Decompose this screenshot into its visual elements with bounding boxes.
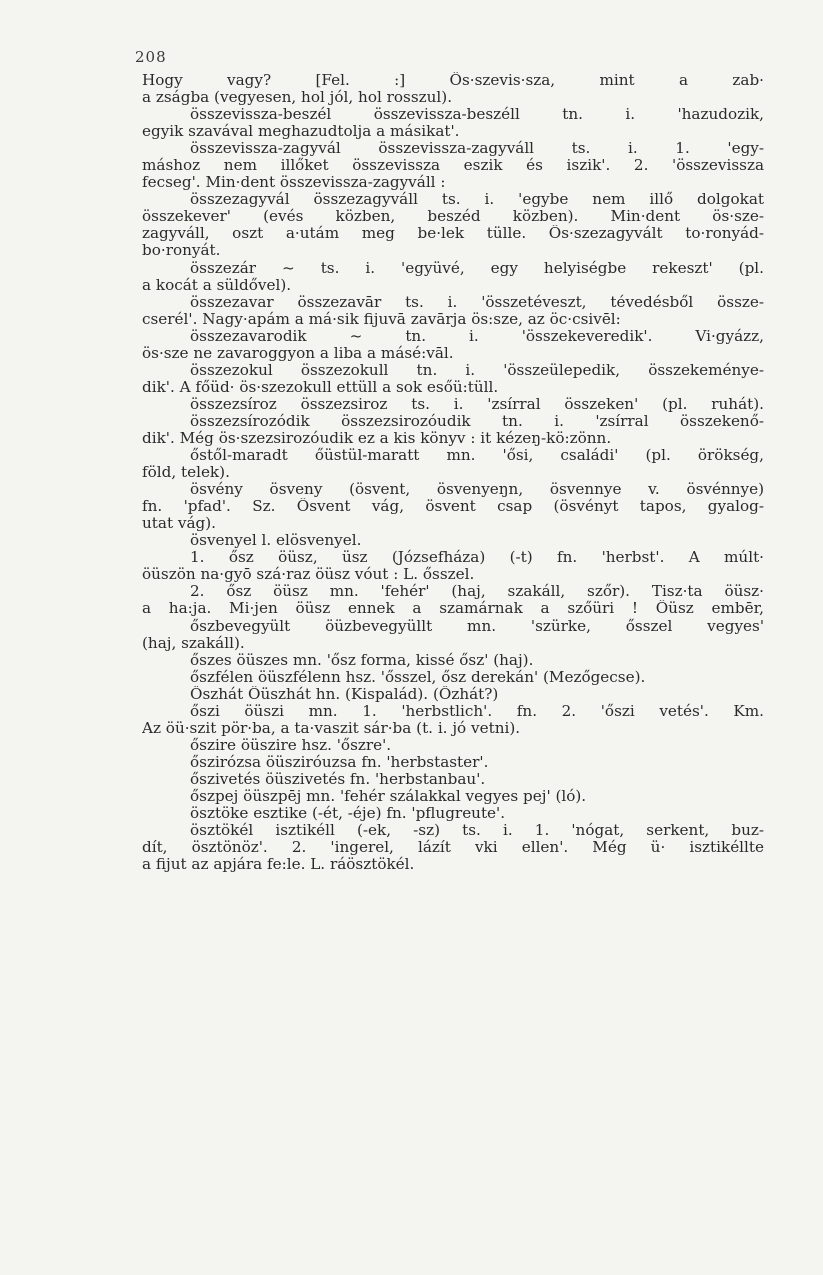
text-line: egyik szavával meghazudtolja a másikat'. [142,123,460,141]
text-line: zagyváll, oszt a·utám meg be·lek tülle. Ös·szezagyvált to·ronyád- [142,225,764,243]
text-line: őszpej öüszpēj mn. 'fehér szálakkal vegyes pej' (ló). [190,787,587,805]
page-number: 208 [135,48,167,66]
text-line: összezár ~ ts. i. 'együvé, egy helyiségbe rekeszt' (pl. [190,259,764,277]
text-line: ösztöke esztike (-ét, -éje) fn. 'pflugreute'. [190,805,506,823]
text-line: 1. ősz öüsz, üsz (Józsefháza) (-t) fn. 'herbst'. A múlt· [190,549,764,567]
text-line: összevissza-zagyvál összevissza-zagyváll ts. i. 1. 'egy- [190,140,764,158]
text-line: őszivetés öüszivetés fn. 'herbstanbau'. [190,770,486,788]
text-line: 2. ősz öüsz mn. 'fehér' (haj, szakáll, szőr). Tisz·ta öüsz· [190,583,764,601]
text-line: őstől-maradt őüstül-maratt mn. 'ősi, családi' (pl. örökség, [190,447,764,465]
text-line: ös·sze ne zavaroggyon a liba a másé:vāl. [142,344,454,362]
text-line: fn. 'pfad'. Sz. Ösvent vág, ösvent csap (ösvényt tapos, gyalog- [142,498,764,516]
text-line: a fijut az apjára fe:le. L. ráösztökél. [142,856,415,874]
text-line: dik'. Még ös·szezsirozóudik ez a kis könyv : it kézeŋ-kö:zönn. [142,429,612,447]
text-line: őszfélen öüszfélenn hsz. 'ősszel, ősz derekán' (Mezőgecse). [190,668,646,686]
text-line: őszbevegyült öüzbevegyüllt mn. 'szürke, ősszel vegyes' [190,617,764,635]
text-line: összevissza-beszél összevissza-beszéll tn. i. 'hazudozik, [190,106,764,124]
text-line: őszirózsa öüszirόuzsa fn. 'herbstaster'. [190,753,489,771]
dictionary-column [142,72,764,873]
text-line: ösvény ösveny (ösvent, ösvenyeŋn, ösvennye v. ösvénnye) [190,481,764,499]
text-line: Őszhát Öüszhát hn. (Kispalád). (Őzhát?) [190,685,499,703]
text-line: őszi öüszi mn. 1. 'herbstlich'. fn. 2. 'őszi vetés'. Km. [190,702,764,720]
text-line: összezavarodik ~ tn. i. 'összekeveredik'. Vi·gyázz, [190,327,764,345]
text-line: ösztökél isztikéll (-ek, -sz) ts. i. 1. 'nógat, serkent, buz- [190,822,764,840]
text-line: Az öü·szit pör·ba, a ta·vaszit sár·ba (t. i. jó vetni). [142,719,521,737]
text-line: összezokul összezokull tn. i. 'összeülepedik, összekeménye- [190,361,764,379]
text-line: ösvenyel l. elösvenyel. [190,532,362,550]
text-line: a zságba (vegyesen, hol jól, hol rosszul). [142,89,453,107]
text-line: föld, telek). [142,464,230,482]
text-line: dít, ösztönöz'. 2. 'ingerel, lázít vki ellen'. Még ü· isztikéllte [142,839,764,857]
text-line: a ha:ja. Mi·jen öüsz ennek a szamárnak a szőüri ! Öüsz embēr, [142,600,764,618]
text-line: bo·ronyát. [142,242,221,260]
text-line: öüszön na·gyō szá·raz öüsz vóut : L. ősszel. [142,566,475,584]
text-line: dik'. A főüd· ös·szezokull ettüll a sok esőü:tüll. [142,378,499,396]
text-line: cserél'. Nagy·apám a má·sik fijuvā zavārja ös:sze, az öc·csivēl: [142,310,621,328]
text-line: összezagyvál összezagyváll ts. i. 'egybe nem illő dolgokat [190,191,764,209]
text-line: a kocát a süldővel). [142,276,292,294]
text-line: Hogy vagy? [Fel. :] Ös·szevis·sza, mint a zab· [142,72,764,89]
text-line: utat vág). [142,515,216,533]
text-line: összezsíroz összezsiroz ts. i. 'zsírral összeken' (pl. ruhát). [190,395,764,413]
text-line: összezavar összezavār ts. i. 'összetéveszt, tévedésből össze- [190,293,764,311]
text-line: összekever' (evés közben, beszéd közben). Min·dent ös·sze- [142,208,764,226]
text-line: őszire öüszire hsz. 'őszre'. [190,736,392,754]
text-line: máshoz nem illőket összevissza eszik és iszik'. 2. 'összevissza [142,157,764,175]
text-line: (haj, szakáll). [142,634,245,652]
text-line: összezsírozódik összezsirozóudik tn. i. 'zsírral összekenő- [190,412,764,430]
text-line: őszes öüszes mn. 'ősz forma, kissé ősz' (haj). [190,651,534,669]
text-line: fecseg'. Min·dent összevissza-zagyváll : [142,174,446,192]
